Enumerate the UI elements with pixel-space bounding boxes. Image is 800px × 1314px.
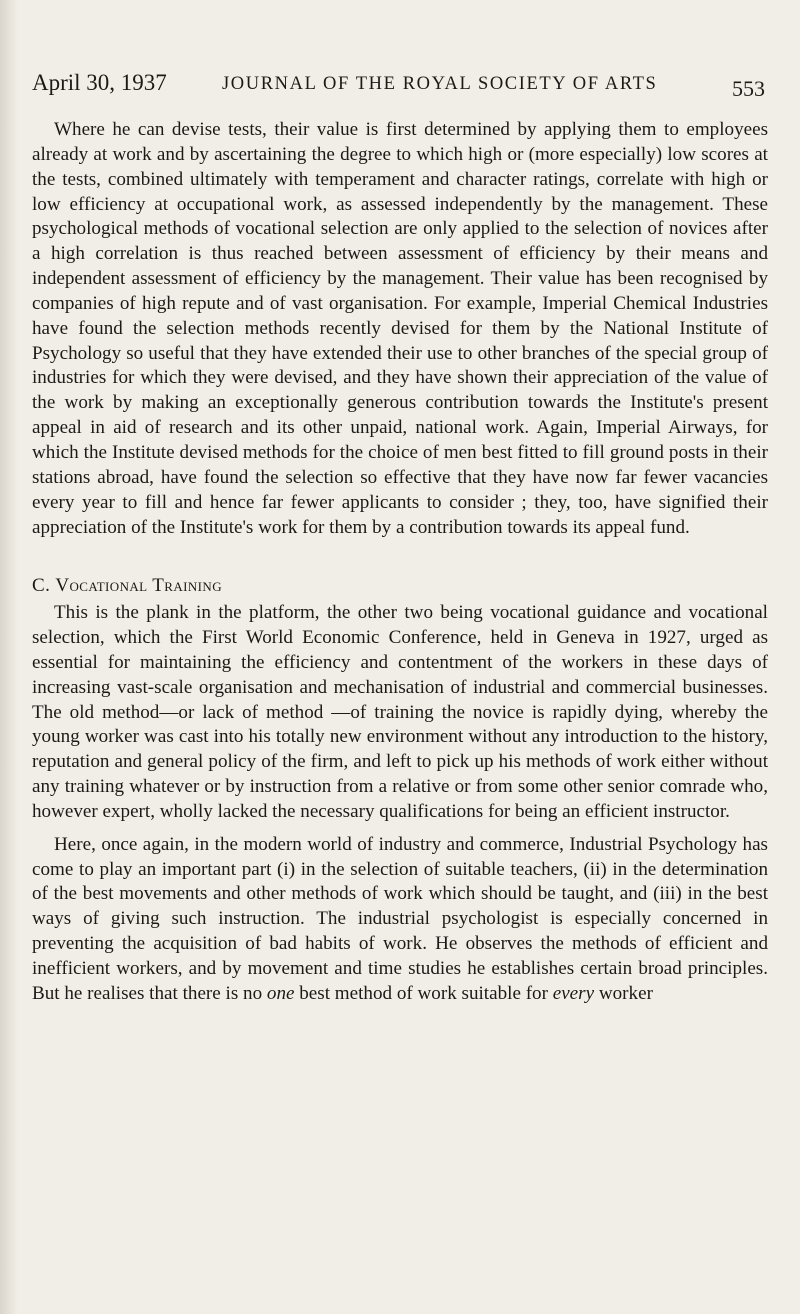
last-sentence-middle: best method of work suitable for [294, 982, 553, 1004]
article-body [32, 118, 768, 1007]
header-date: April 30, 1937 [32, 70, 167, 95]
section-letter: C. [32, 575, 51, 597]
section-title: Vocational Training [55, 575, 222, 597]
page-edge-shadow [0, 0, 18, 1314]
paragraph-vocational-training: This is the plank in the platform, the other two being vocational guidance and vocational selection, which the First World Economic Conference, held in Geneva in 1927, urged as essential for maintaining the efficiency and contentment of the workers in these days of increasing vast-scale organisation and mechanisation of industrial and commercial businesses. The old method—or lack of method —of training the novice is rapidly dying, whereby the young worker was cast into his totally new environment without any introduction to the history, reputation and general policy of the firm, and left to pick up his methods of work either without any training whatever or by instruction from a relative or from some other senior comrade who, however expert, wholly lacked the necessary qualifications for being an efficient instructor. [32, 602, 768, 822]
page-number: 553 [732, 76, 765, 101]
running-header [32, 70, 765, 100]
emphasis-one: one [266, 982, 295, 1004]
emphasis-every: every [552, 982, 595, 1004]
paragraph-industrial-psychology-text: Here, once again, in the modern world of industry and commerce, Industrial Psychology has come to play an important part (i) in the selection of suitable teachers, (ii) in the determination of the best movements and other methods of work which should be taught, and (iii) in the best ways of giving such instruction. The industrial psychologist is especially concerned in preventing the acquisition of bad habits of work. He observes the methods of efficient and inefficient workers, and by movement and time studies he establishes certain broad principles. [32, 833, 768, 979]
paragraph-selection-tests: Where he can devise tests, their value is first determined by applying them to employees already at work and by ascertaining the degree to which high or (more especially) low scores at the tests, combined ultimately with temperament and character ratings, correlate with high or low efficiency at occupational work, as assessed independently by the management. These psychological methods of vocational selection are only applied to the selection of novices after a high correlation is thus reached between assessment of efficiency by their means and independent assessment of efficiency by the management. Their value has been recognised by companies of high repute and of vast organisation. For example, Imperial Chemical Industries have found the selection methods recently devised for them by the National Institute of Psychology so useful that they have extended their use to other branches of the special group of industries for which they were devised, and they have shown their appreciation of the value of the work by making an exceptionally generous contribution towards the Institute's present appeal in aid of research and its other unpaid, national work. Again, Imperial Airways, for which the Institute devised methods for the choice of men best fitted to fill ground posts in their stations abroad, have found the selection so effective that they have now far fewer vacancies every year to fill and hence far fewer applicants to consider ; they, too, have signified their appreciation of the Institute's work for them by a contribution towards its appeal fund. [32, 119, 768, 538]
section-heading [32, 574, 768, 599]
paragraph-industrial-psychology [32, 833, 768, 1007]
last-sentence-end: worker [594, 982, 653, 1004]
header-journal-title: JOURNAL OF THE ROYAL SOCIETY OF ARTS [222, 74, 658, 94]
last-sentence-start: But he realises that there is no [32, 982, 267, 1004]
